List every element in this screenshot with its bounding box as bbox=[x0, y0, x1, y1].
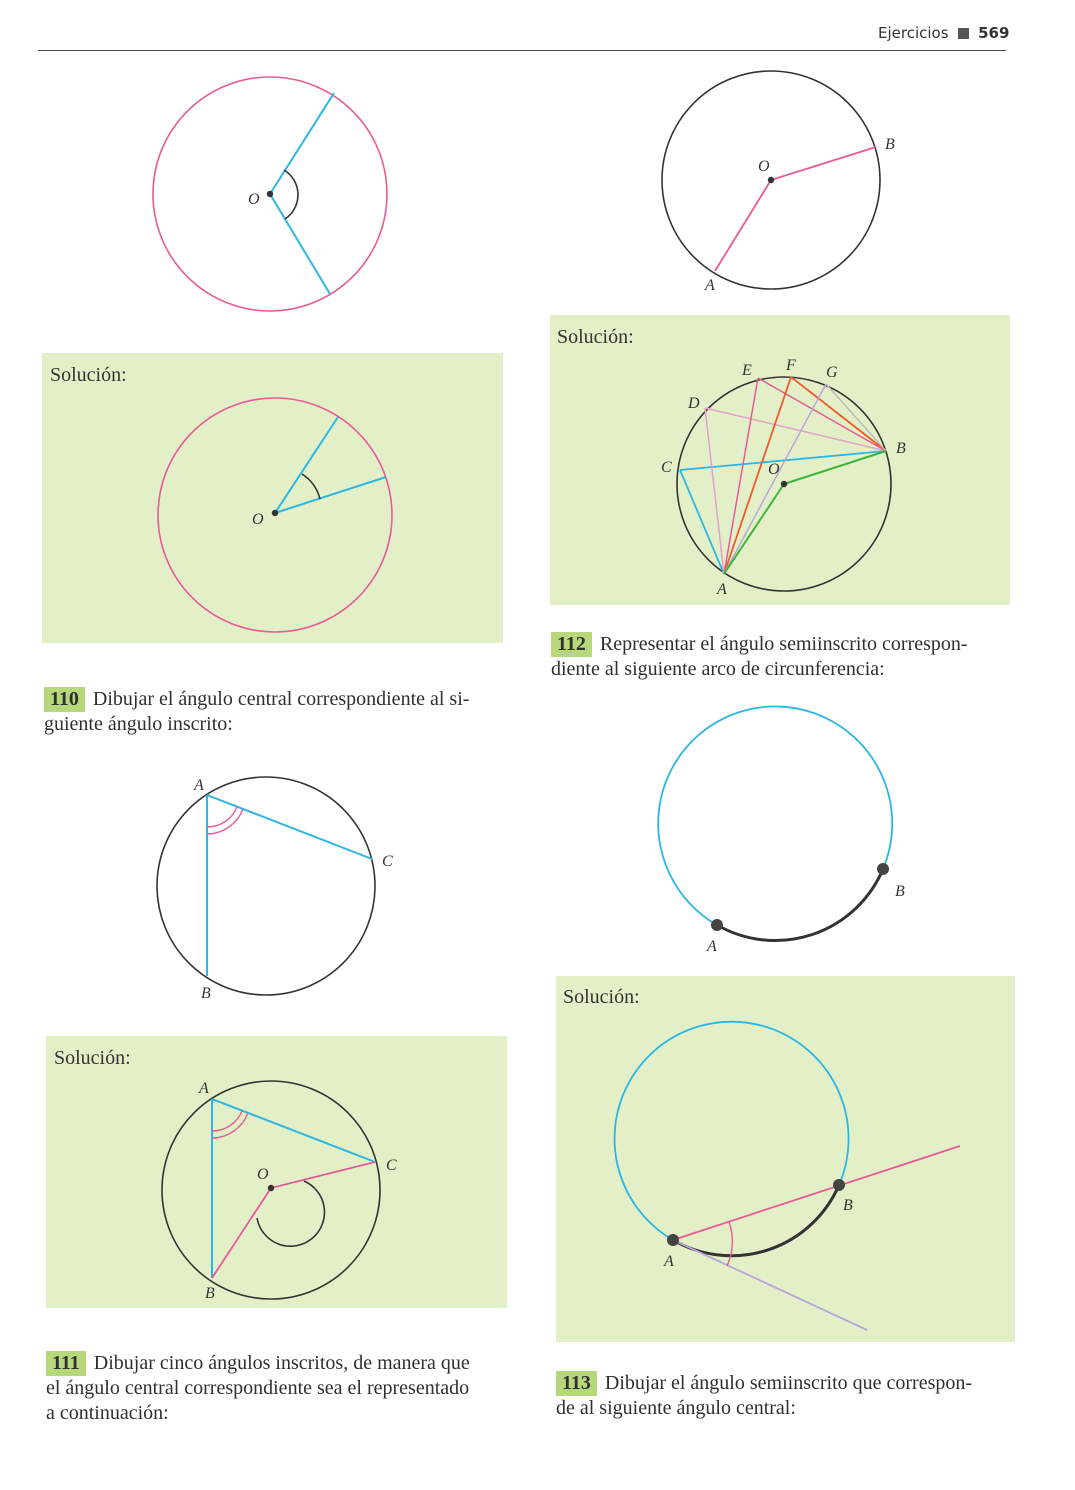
radius-line bbox=[715, 180, 771, 271]
exercise-number: 112 bbox=[551, 632, 592, 657]
chord-AF bbox=[724, 377, 791, 574]
label-F: F bbox=[786, 357, 796, 374]
label-B: B bbox=[895, 883, 905, 900]
label-B: B bbox=[896, 440, 906, 457]
label-A: A bbox=[664, 1253, 674, 1270]
label-A: A bbox=[194, 777, 204, 794]
exercise-number: 111 bbox=[46, 1351, 86, 1376]
point-B bbox=[877, 863, 889, 875]
label-A: A bbox=[199, 1080, 209, 1097]
figure-central-angle-top-left bbox=[153, 77, 387, 311]
chord-AE bbox=[724, 378, 758, 574]
figure-inscribed-angle-ex110 bbox=[157, 777, 393, 1002]
label-O: O bbox=[758, 158, 770, 175]
label-O: O bbox=[248, 191, 260, 208]
exercise-111: 111 Dibujar cinco ángulos inscritos, de manera que el ángulo central correspondiente sea el representado a continuación: bbox=[46, 1352, 470, 1424]
figure-five-inscribed-angles bbox=[661, 357, 906, 598]
figure-solution-semi-inscribed bbox=[615, 1022, 960, 1330]
highlighted-arc-AB bbox=[673, 1185, 839, 1256]
angle-arc bbox=[727, 1222, 732, 1266]
center-point bbox=[267, 191, 273, 197]
radius-OA bbox=[724, 484, 784, 574]
exercise-112: 112 Representar el ángulo semiinscrito correspon- diente al siguiente arco de circunferencia: bbox=[551, 633, 968, 680]
figure-solution-inscribed-central bbox=[162, 1080, 397, 1302]
section-title: Ejercicios bbox=[878, 24, 949, 42]
point-B bbox=[833, 1179, 845, 1191]
chord-AB-extended bbox=[673, 1146, 960, 1240]
center-point bbox=[768, 177, 774, 183]
label-A: A bbox=[717, 581, 727, 598]
label-B: B bbox=[205, 1285, 215, 1302]
radius-line bbox=[771, 147, 876, 180]
highlighted-arc-AB bbox=[717, 869, 883, 941]
label-B: B bbox=[885, 136, 895, 153]
label-G: G bbox=[826, 364, 838, 381]
solution-label: Solución: bbox=[54, 1047, 131, 1069]
point-A bbox=[711, 919, 723, 931]
radius-OC bbox=[271, 1162, 375, 1188]
exercise-113: 113 Dibujar el ángulo semiinscrito que correspon- de al siguiente ángulo central: bbox=[556, 1372, 973, 1419]
chord-BG bbox=[826, 384, 886, 451]
label-O: O bbox=[252, 511, 264, 528]
solution-label: Solución: bbox=[563, 986, 640, 1008]
label-D: D bbox=[688, 395, 700, 412]
solution-label: Solución: bbox=[50, 364, 127, 386]
angle-arc bbox=[284, 170, 298, 219]
label-C: C bbox=[661, 459, 672, 476]
radius-line bbox=[275, 477, 386, 513]
radius-line bbox=[275, 417, 338, 513]
center-point bbox=[268, 1185, 274, 1191]
solution-label: Solución: bbox=[557, 326, 634, 348]
central-angle-arc bbox=[257, 1181, 325, 1246]
label-C: C bbox=[382, 853, 393, 870]
radius-line bbox=[270, 93, 334, 194]
chord-AG bbox=[724, 384, 826, 574]
point-A bbox=[667, 1234, 679, 1246]
label-A: A bbox=[705, 277, 715, 294]
label-B: B bbox=[843, 1197, 853, 1214]
label-O: O bbox=[257, 1166, 269, 1183]
circle-arc bbox=[615, 1022, 849, 1240]
figure-arc-ex112 bbox=[658, 707, 905, 955]
label-B: B bbox=[201, 985, 211, 1002]
radius-OB bbox=[212, 1188, 271, 1278]
exercise-number: 110 bbox=[44, 687, 85, 712]
figure-solution-central-angle bbox=[158, 398, 392, 632]
exercise-110: 110 Dibujar el ángulo central correspondiente al si- guiente ángulo inscrito: bbox=[44, 688, 470, 735]
page-number: 569 bbox=[978, 24, 1010, 42]
label-A: A bbox=[707, 938, 717, 955]
label-E: E bbox=[742, 362, 752, 379]
circle-arc bbox=[658, 707, 892, 925]
label-O: O bbox=[768, 461, 780, 478]
chord-BE bbox=[758, 378, 886, 451]
figure-central-angle-top-right bbox=[662, 71, 895, 294]
label-C: C bbox=[386, 1157, 397, 1174]
chord-AD bbox=[705, 408, 724, 574]
center-point bbox=[781, 481, 787, 487]
tangent-line bbox=[673, 1240, 867, 1330]
chord-AC bbox=[212, 1099, 375, 1162]
radius-line bbox=[270, 194, 330, 294]
exercise-number: 113 bbox=[556, 1371, 597, 1396]
circle bbox=[157, 777, 375, 995]
center-point bbox=[272, 510, 278, 516]
chord-AC bbox=[207, 795, 372, 859]
angle-arc bbox=[302, 474, 320, 499]
